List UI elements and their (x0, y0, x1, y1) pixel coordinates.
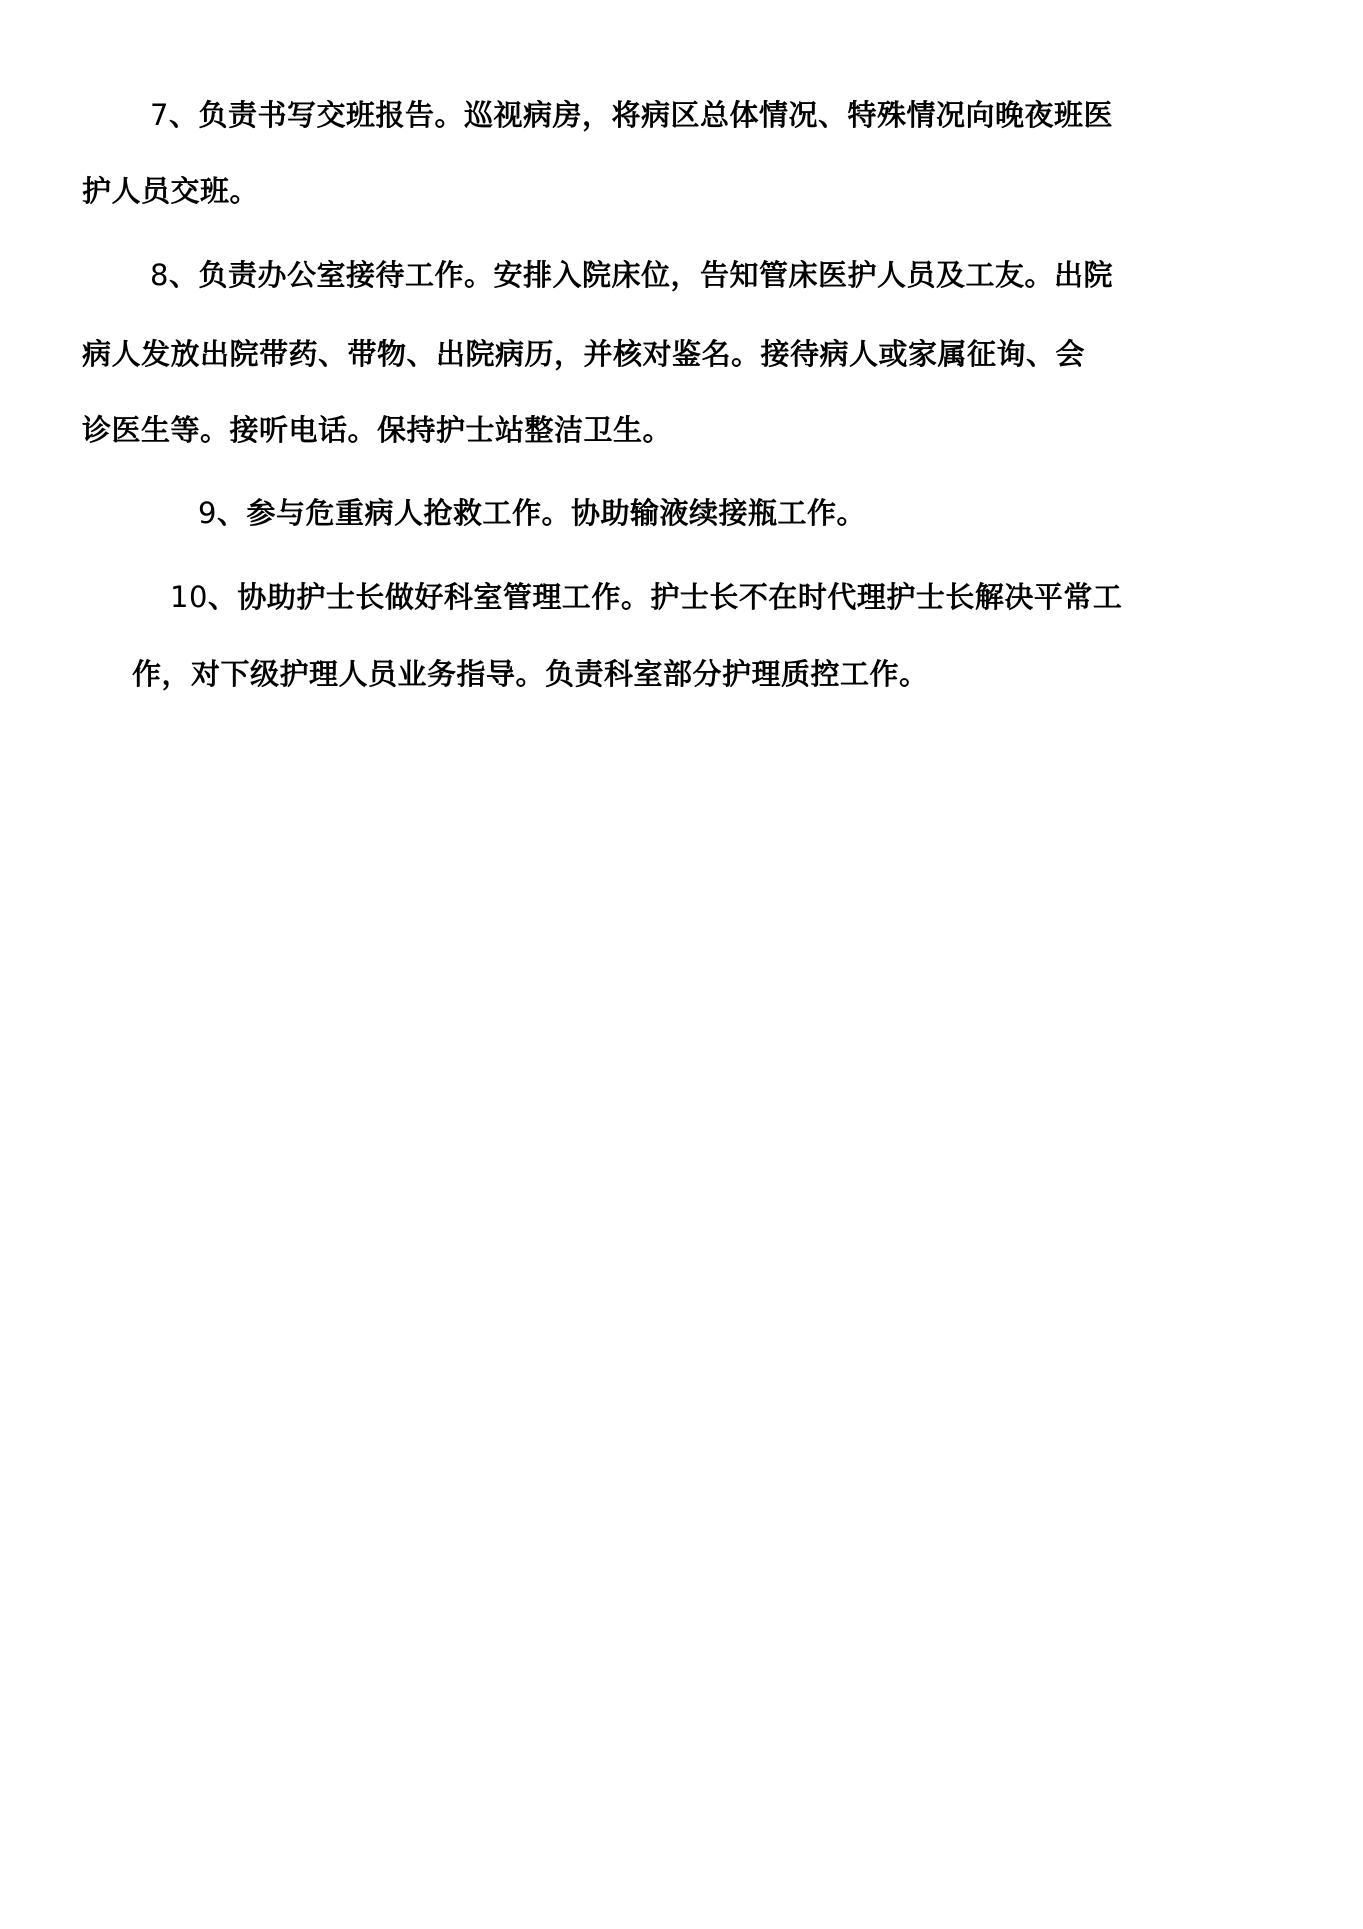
item-8-text-1: 、负责办公室接待工作。安排入院床位，告知管床医护人员及工友。出院 (168, 258, 1113, 292)
item-8-line-1 (150, 255, 1113, 295)
item-8-text-2: 病人发放出院带药、带物、出院病历，并核对鉴名。接待病人或家属征询、会 (82, 337, 1086, 371)
item-9-text-1: 、参与危重病人抢救工作。协助输液续接瓶工作。 (216, 496, 866, 530)
item-7-text-2: 护人员交班。 (82, 174, 260, 208)
item-8-line-3 (82, 410, 672, 450)
item-7-number: 7 (150, 98, 169, 132)
item-7-line-1 (150, 95, 1113, 135)
item-8-number: 8 (150, 258, 169, 292)
item-8-line-2 (82, 334, 1085, 374)
item-8-text-3: 诊医生等。接听电话。保持护士站整洁卫生。 (82, 413, 673, 447)
item-10-number: 10 (170, 580, 208, 614)
item-10-text-1: 、协助护士长做好科室管理工作。护士长不在时代理护士长解决平常工 (207, 580, 1123, 614)
item-10-text-2: 作，对下级护理人员业务指导。负责科室部分护理质控工作。 (132, 657, 929, 691)
item-9-number: 9 (198, 496, 217, 530)
item-10-line-1 (170, 577, 1122, 617)
item-10-line-2 (132, 654, 929, 694)
item-7-line-2 (82, 171, 259, 211)
item-7-text-1: 、负责书写交班报告。巡视病房，将病区总体情况、特殊情况向晚夜班医 (168, 98, 1113, 132)
item-9-line-1 (198, 493, 866, 533)
